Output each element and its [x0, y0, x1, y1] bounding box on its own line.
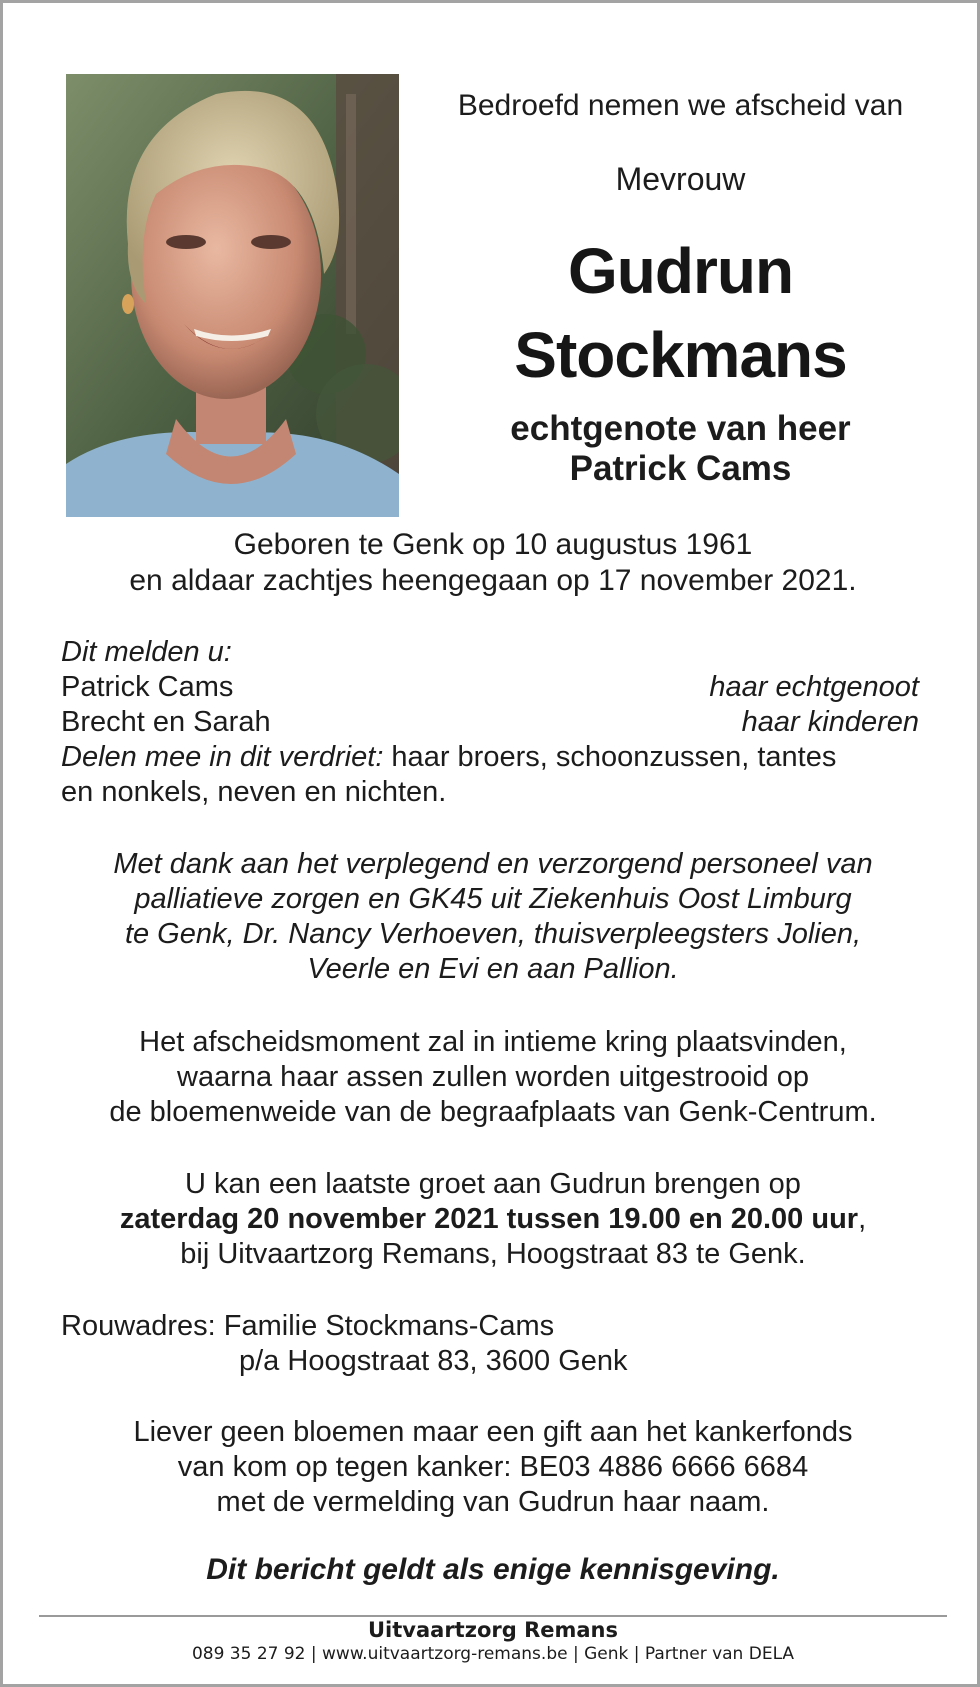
gift-paragraph [63, 1415, 923, 1520]
address-line-2: p/a Hoogstraat 83, 3600 Genk [239, 1345, 628, 1377]
thanks-line: palliatieve zorgen en GK45 uit Ziekenhuis Oost Limburg [134, 883, 852, 915]
last-name: Stockmans [514, 319, 847, 391]
spouse-info [433, 409, 928, 489]
share-label: Delen mee in dit verdriet: [61, 741, 384, 773]
footer-info: 089 35 27 92 | www.uitvaartzorg-remans.be | Genk | Partner van DELA [191, 1644, 795, 1664]
honorific: Mevrouw [615, 161, 746, 197]
ceremony-line: waarna haar assen zullen worden uitgestrooid op [177, 1061, 809, 1093]
family-relation: haar kinderen [741, 706, 919, 738]
share-text: haar broers, schoonzussen, tantes [383, 741, 837, 773]
mourning-address [61, 1309, 921, 1379]
address-line-1: Rouwadres: Familie Stockmans-Cams [61, 1310, 555, 1342]
visit-datetime: zaterdag 20 november 2021 tussen 19.00 en 20.00 uur [119, 1203, 859, 1235]
family-row [61, 705, 919, 740]
gift-line: met de vermelding van Gudrun haar naam. [216, 1486, 770, 1518]
ceremony-line: de bloemenweide van de begraafplaats van Genk-Centrum. [109, 1096, 877, 1128]
share-line [61, 740, 919, 775]
spouse-line-2: Patrick Cams [569, 449, 792, 488]
thanks-line: Met dank aan het verplegend en verzorgend personeel van [113, 848, 873, 880]
gift-line: van kom op tegen kanker: BE03 4886 6666 6684 [177, 1451, 809, 1483]
notice-text: Dit bericht geldt als enige kennisgeving. [206, 1553, 780, 1586]
deceased-name [433, 229, 928, 397]
family-name: Brecht en Sarah [61, 706, 271, 738]
visit-paragraph [63, 1167, 923, 1272]
family-name: Patrick Cams [61, 671, 234, 703]
first-name: Gudrun [567, 235, 794, 307]
ceremony-line: Het afscheidsmoment zal in intieme kring plaatsvinden, [139, 1026, 847, 1058]
portrait-image [66, 74, 399, 517]
birth-line: Geboren te Genk op 10 augustus 1961 [233, 528, 753, 561]
visit-line-2 [63, 1202, 923, 1237]
visit-comma: , [858, 1203, 867, 1235]
family-row [61, 670, 919, 705]
thanks-line: te Genk, Dr. Nancy Verhoeven, thuisverpleegsters Jolien, [124, 918, 862, 950]
portrait-photo [66, 74, 399, 517]
spouse-line-1: echtgenote van heer [510, 409, 851, 448]
footer-title: Uitvaartzorg Remans [368, 1618, 618, 1642]
life-dates [63, 527, 923, 599]
thanks-paragraph [63, 847, 923, 987]
family-relation: haar echtgenoot [709, 671, 919, 703]
ceremony-paragraph [63, 1025, 923, 1130]
visit-line-1: U kan een laatste groet aan Gudrun brengen op [185, 1168, 801, 1200]
gift-line: Liever geen bloemen maar een gift aan het kankerfonds [133, 1416, 853, 1448]
visit-line-3: bij Uitvaartzorg Remans, Hoogstraat 83 te Genk. [180, 1238, 806, 1270]
notify-heading: Dit melden u: [61, 636, 232, 668]
footer-divider [39, 1615, 947, 1617]
intro-text: Bedroefd nemen we afscheid van [457, 89, 904, 122]
notify-section [61, 635, 919, 810]
share-line-2: en nonkels, neven en nichten. [61, 776, 447, 808]
thanks-line: Veerle en Evi en aan Pallion. [307, 953, 679, 985]
death-line: en aldaar zachtjes heengegaan op 17 november 2021. [129, 564, 857, 597]
